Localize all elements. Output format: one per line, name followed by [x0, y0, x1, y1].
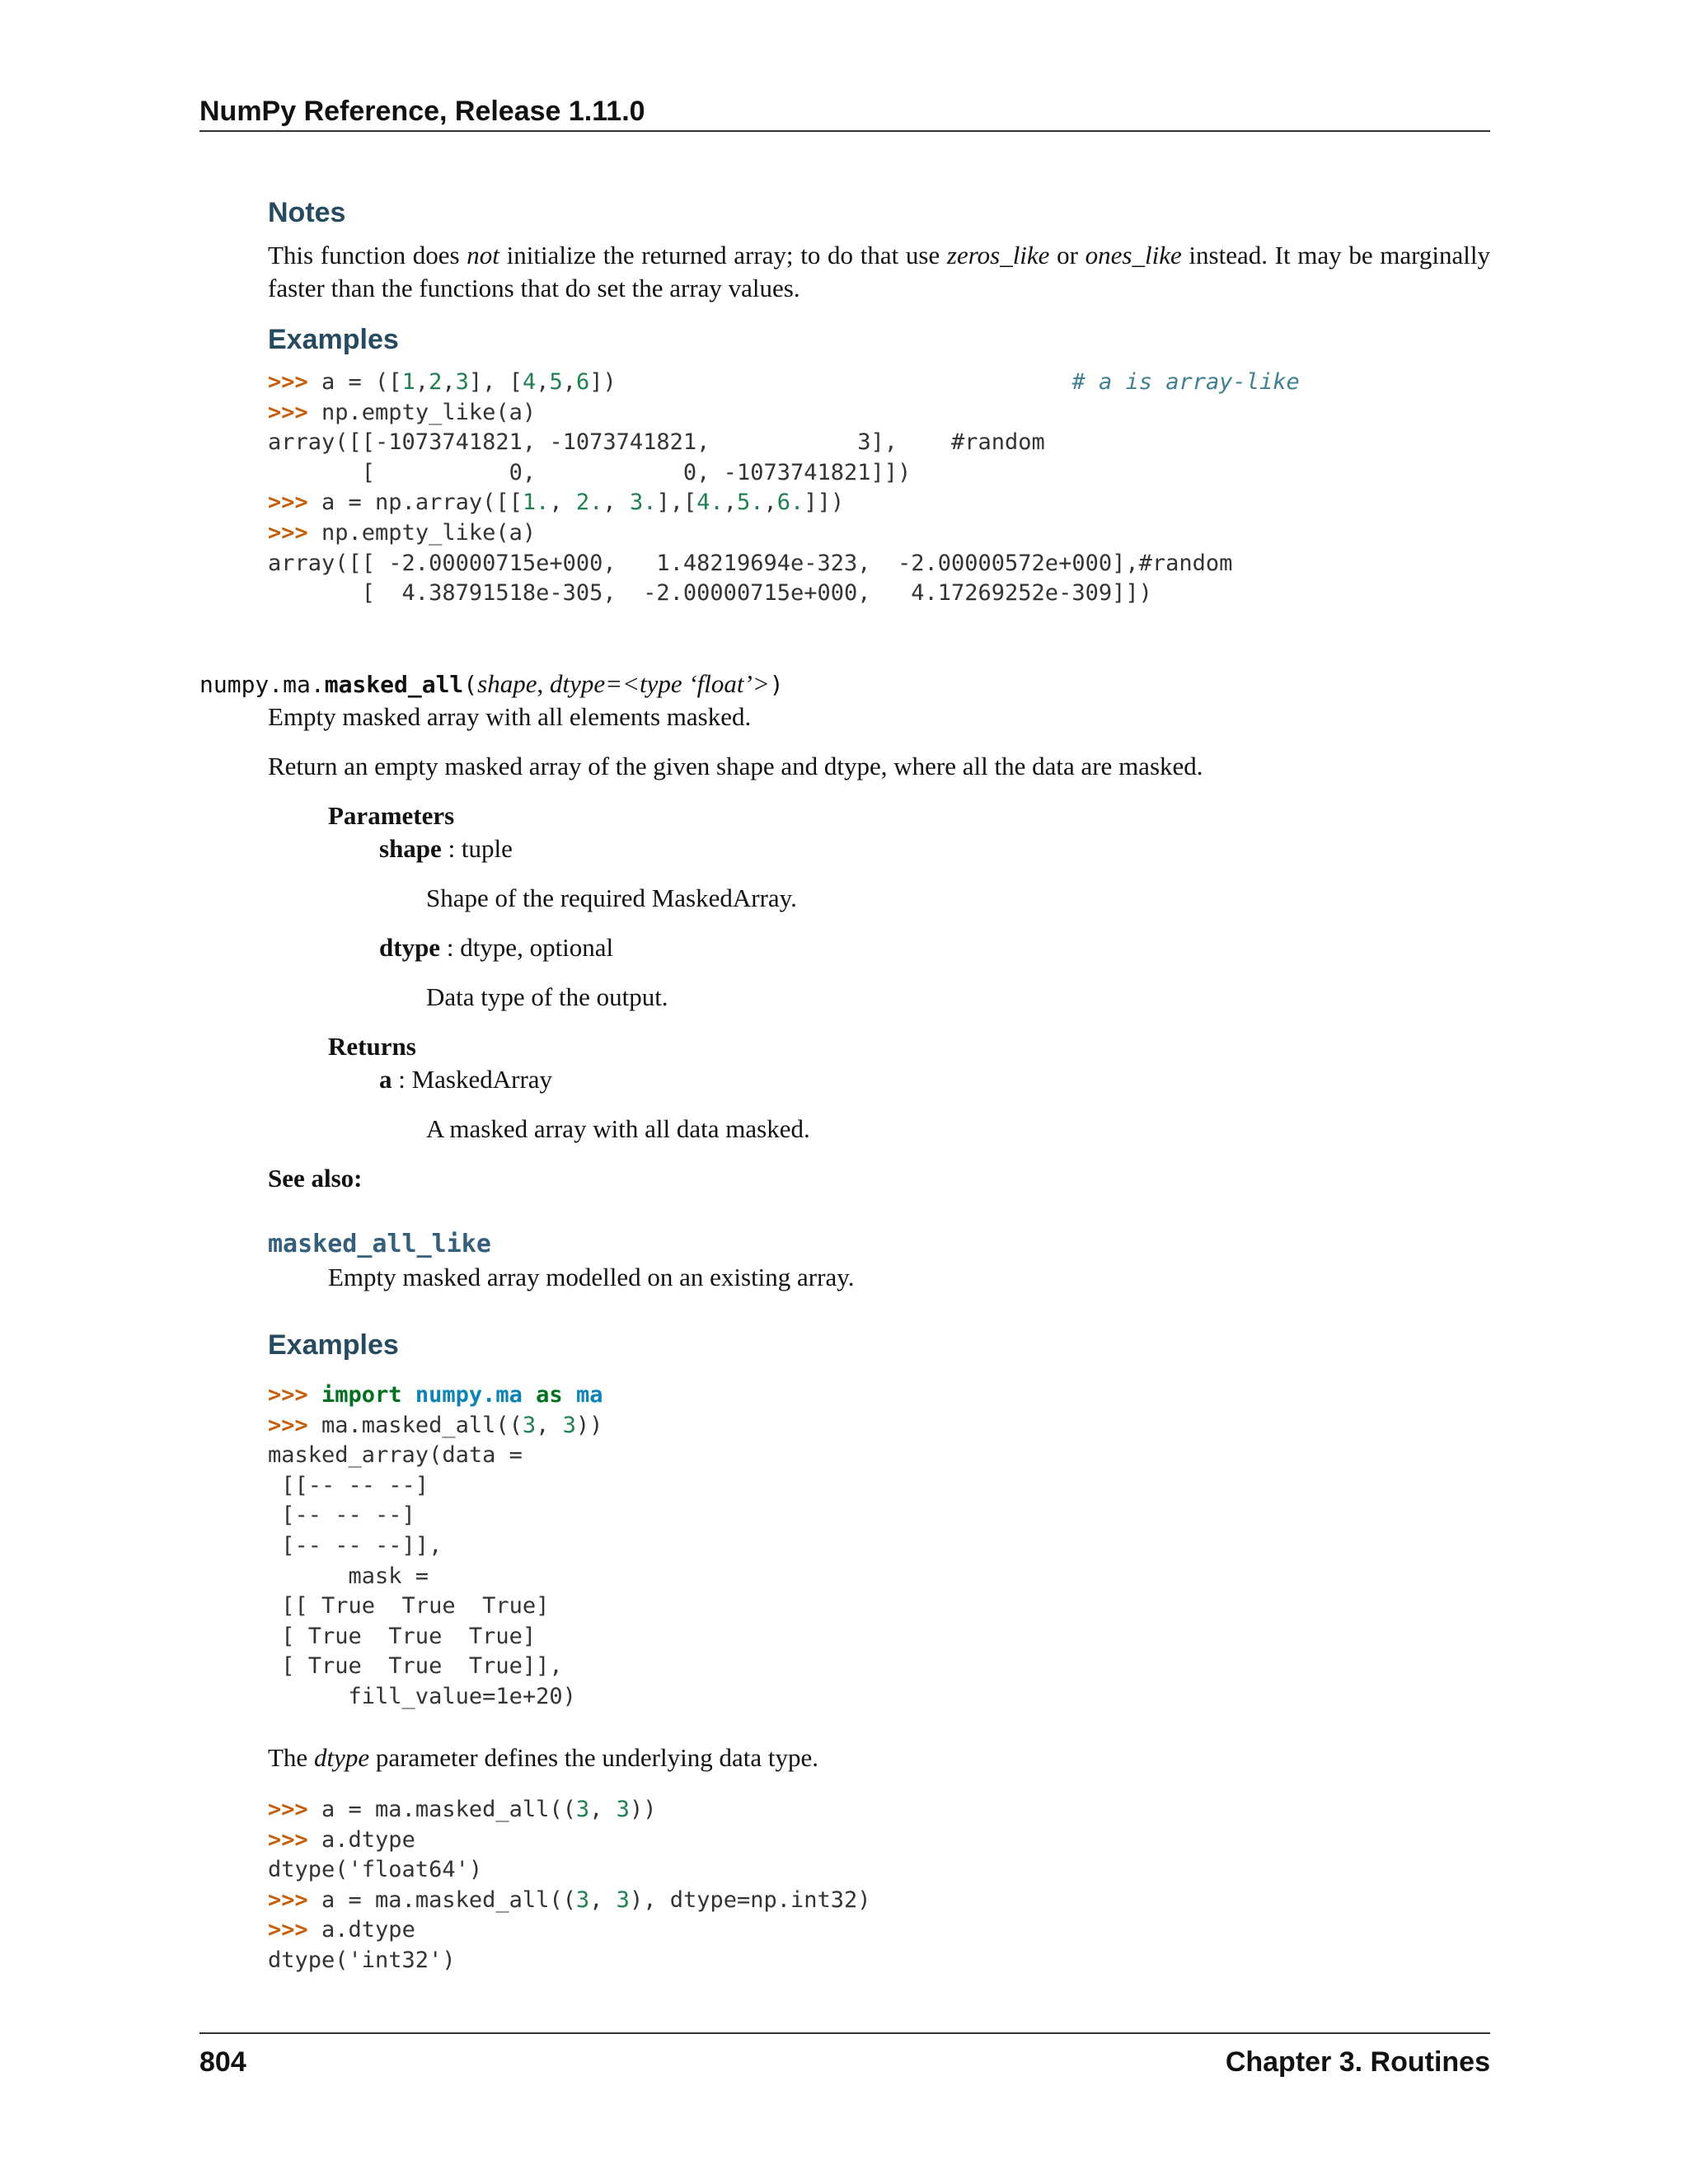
notes-section — [268, 194, 1490, 609]
signature-param-shape: shape — [477, 669, 537, 698]
code-text: ],[ — [656, 490, 697, 516]
prompt: >>> — [268, 369, 322, 395]
page-footer — [199, 2032, 1490, 2080]
parameters-heading: Parameters — [328, 801, 455, 830]
return-a — [379, 1063, 552, 1096]
code-text: , — [549, 490, 576, 516]
code-text: , — [603, 490, 630, 516]
see-also-link-masked-all-like[interactable]: masked_all_like — [268, 1230, 491, 1258]
header-title: NumPy Reference, Release 1.11.0 — [199, 96, 645, 127]
signature-param-dtype: dtype=<type ‘float’> — [549, 669, 770, 698]
code-output: array([[-1073741821, -1073741821, 3], #random — [268, 429, 1045, 456]
chapter-title: Chapter 3. Routines — [1225, 2046, 1490, 2078]
signature-name: masked_all — [324, 671, 464, 698]
code-text: , — [562, 369, 576, 395]
notes-paragraph — [268, 239, 1490, 305]
notes-emph-zeros-like: zeros_like — [946, 241, 1050, 269]
code-output: array([[ -2.00000715e+000, 1.48219694e-323, -2.00000572e+000],#random — [268, 550, 1233, 576]
dtype-note-emph: dtype — [313, 1743, 370, 1772]
notes-text-b: initialize the returned array; to do that use — [499, 241, 947, 269]
param-dtype-desc: Data type of the output. — [426, 982, 668, 1011]
prompt: >>> — [268, 1886, 322, 1913]
code-text: a = ([ — [321, 369, 402, 395]
notes-emph-not: not — [467, 241, 499, 269]
param-dtype-type: : dtype, optional — [440, 933, 614, 962]
param-shape — [379, 832, 513, 865]
dtype-note-text-b: parameter defines the underlying data type. — [369, 1743, 818, 1772]
code-text: np.empty_like(a) — [321, 519, 537, 546]
code-block-3 — [268, 1795, 871, 1976]
code-text: , — [589, 1797, 617, 1822]
signature-paren: ) — [769, 671, 784, 698]
code-number: 4. — [696, 490, 724, 516]
code-text: np.empty_like(a) — [321, 399, 537, 425]
code-output: dtype('float64') — [268, 1857, 483, 1883]
param-shape-name: shape — [379, 834, 442, 863]
code-number: 2 — [429, 369, 443, 395]
code-number: 3 — [562, 1412, 576, 1438]
prompt: >>> — [268, 519, 322, 546]
code-number: 2. — [575, 490, 603, 516]
code-number: 4 — [522, 369, 537, 395]
code-text: , — [536, 369, 550, 395]
code-text: , — [723, 490, 738, 516]
code-text: ]) — [589, 369, 1072, 395]
see-also-heading: See also: — [268, 1164, 363, 1193]
function-signature — [199, 668, 784, 701]
notes-text-d: instead. It may be marginally faster than the functions that do set the array values. — [268, 241, 1490, 302]
notes-emph-ones-like: ones_like — [1085, 241, 1182, 269]
code-text: ma.masked_all(( — [321, 1412, 523, 1438]
code-text: a = ma.masked_all(( — [321, 1797, 576, 1822]
code-keyword: as — [536, 1382, 563, 1408]
code-text: , — [442, 369, 456, 395]
prompt: >>> — [268, 1412, 322, 1438]
code-text: a = ma.masked_all(( — [321, 1886, 576, 1913]
code-text: , — [415, 369, 429, 395]
page-number: 804 — [199, 2046, 246, 2078]
description-text: Return an empty masked array of the given shape and dtype, where all the data are masked. — [268, 752, 1203, 780]
code-number: 6. — [776, 490, 804, 516]
code-number: 3 — [455, 369, 469, 395]
see-also-desc: Empty masked array modelled on an existing array. — [328, 1263, 855, 1291]
notes-heading: Notes — [268, 197, 346, 228]
code-text: ]]) — [804, 490, 845, 516]
code-text: a.dtype — [321, 1826, 415, 1853]
running-header — [199, 92, 1490, 132]
code-keyword: import — [321, 1382, 402, 1408]
code-text: , — [763, 490, 777, 516]
code-module: numpy.ma — [415, 1382, 523, 1408]
prompt: >>> — [268, 1917, 322, 1943]
code-number: 1 — [401, 369, 415, 395]
return-type: : MaskedArray — [392, 1065, 553, 1094]
code-block-1 — [268, 368, 1490, 609]
signature-module: numpy.ma. — [199, 671, 325, 698]
code-block-2 — [268, 1380, 603, 1713]
prompt: >>> — [268, 1826, 322, 1853]
code-text: , — [536, 1412, 563, 1438]
code-text — [523, 1382, 536, 1408]
prompt: >>> — [268, 1797, 322, 1822]
notes-text-a: This function does — [268, 241, 467, 269]
examples-heading-1: Examples — [268, 324, 399, 355]
code-number: 5. — [737, 490, 764, 516]
signature-comma: , — [537, 669, 550, 698]
code-number: 3 — [575, 1886, 590, 1913]
prompt: >>> — [268, 399, 322, 425]
param-dtype-name: dtype — [379, 933, 441, 962]
return-desc: A masked array with all data masked. — [426, 1114, 810, 1143]
code-number: 3. — [629, 490, 657, 516]
notes-text-c: or — [1049, 241, 1085, 269]
return-name: a — [379, 1065, 392, 1094]
code-module: ma — [575, 1382, 603, 1408]
summary-text: Empty masked array with all elements masked. — [268, 702, 752, 731]
code-comment: # a is array-like — [1071, 369, 1300, 395]
code-number: 3 — [616, 1886, 630, 1913]
dtype-note — [268, 1741, 818, 1774]
code-number: 3 — [575, 1797, 590, 1822]
param-shape-type: : tuple — [441, 834, 513, 863]
code-text: )) — [575, 1412, 603, 1438]
code-number: 1. — [522, 490, 550, 516]
code-text: a = np.array([[ — [321, 490, 523, 516]
dtype-note-text-a: The — [268, 1743, 314, 1772]
param-dtype — [379, 931, 613, 964]
signature-paren: ( — [463, 671, 478, 698]
code-number: 3 — [522, 1412, 537, 1438]
code-output: masked_array(data = [[-- -- --] [-- -- --] [-- -- --]], mask = [[ True True True] [ True True True] [ True True True]], fill_value=1e+20) — [268, 1442, 576, 1709]
prompt: >>> — [268, 490, 322, 516]
code-text: a.dtype — [321, 1917, 415, 1943]
code-text: ], [ — [468, 369, 523, 395]
returns-heading: Returns — [328, 1032, 416, 1061]
code-output: [ 0, 0, -1073741821]]) — [268, 459, 912, 485]
code-text: ), dtype=np.int32) — [629, 1886, 871, 1913]
code-text — [402, 1382, 415, 1408]
code-output: dtype('int32') — [268, 1947, 456, 1973]
code-number: 5 — [549, 369, 563, 395]
examples-heading-2: Examples — [268, 1329, 399, 1361]
code-number: 6 — [576, 369, 590, 395]
code-number: 3 — [616, 1797, 630, 1822]
code-text: )) — [629, 1797, 657, 1822]
code-text: , — [589, 1886, 617, 1913]
param-shape-desc: Shape of the required MaskedArray. — [426, 883, 797, 912]
prompt: >>> — [268, 1382, 322, 1408]
code-text — [563, 1382, 576, 1408]
code-output: [ 4.38791518e-305, -2.00000715e+000, 4.17269252e-309]]) — [268, 580, 1152, 607]
